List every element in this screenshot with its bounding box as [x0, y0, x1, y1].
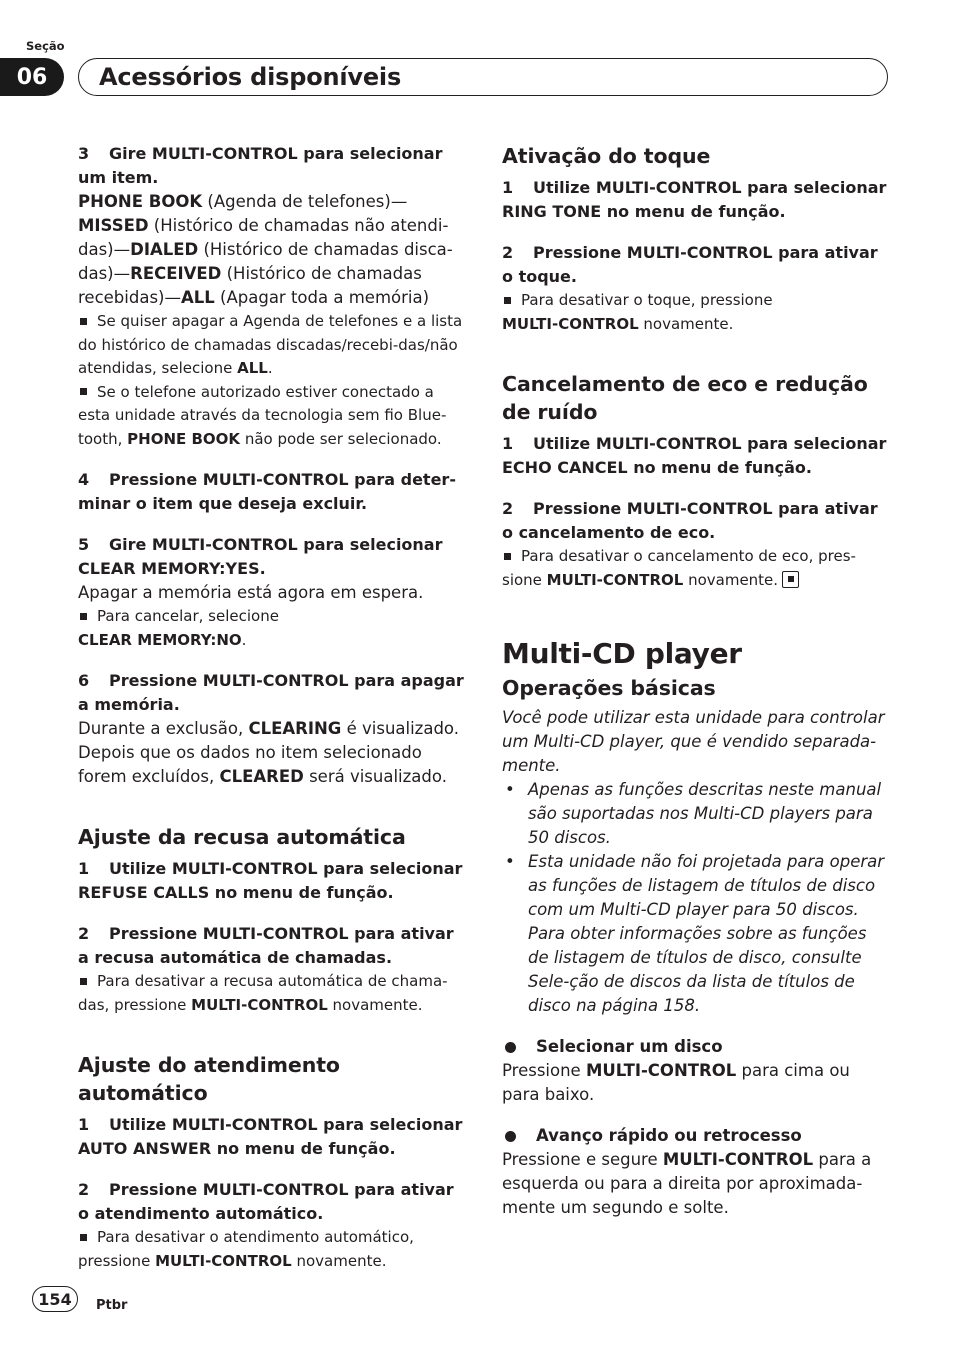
- end-of-section-icon: [782, 571, 799, 588]
- echo-step-2: 2 Pressione MULTI-CONTROL para ativar o cancelamento de eco.: [502, 499, 878, 542]
- fast-forward-heading: Avanço rápido ou retrocesso: [502, 1124, 890, 1148]
- section-label: Seção: [26, 39, 65, 53]
- bullet-dot-icon: [505, 1042, 516, 1053]
- note-ring: Para desativar o toque, pressione MULTI-CONTROL novamente.: [502, 291, 773, 333]
- note-refuse: Para desativar a recusa automática de chama-das, pressione MULTI-CONTROL novamente.: [78, 972, 448, 1014]
- chapter-header: [78, 58, 888, 96]
- note-echo: Para desativar o cancelamento de eco, pres-sione MULTI-CONTROL novamente.: [502, 547, 856, 589]
- note-delete-all: Se quiser apagar a Agenda de telefones e a lista do histórico de chamadas discadas/recebi-das/não atendidas, selecione ALL.: [78, 312, 463, 377]
- bullet-item: • Apenas as funções descritas neste manual são suportadas nos Multi-CD players para 50 discos.: [505, 780, 882, 847]
- intro-text: Você pode utilizar esta unidade para controlar um Multi-CD player, que é vendido separada-mente.: [502, 708, 885, 775]
- echo-step-1: 1 Utilize MULTI-CONTROL para selecionar ECHO CANCEL no menu de função.: [502, 434, 887, 477]
- heading-basic-ops: Operações básicas: [502, 676, 716, 700]
- ring-step-1: 1 Utilize MULTI-CONTROL para selecionar RING TONE no menu de função.: [502, 178, 887, 221]
- step-3-heading: 3 Gire MULTI-CONTROL para selecionar um item.: [78, 144, 443, 187]
- note-answer: Para desativar o atendimento automático, pressione MULTI-CONTROL novamente.: [78, 1228, 414, 1270]
- step-3-options: PHONE BOOK (Agenda de telefones)—MISSED (Histórico de chamadas não atendi-das)—DIALED (Histórico de chamadas disca-das)—RECEIVED (Histórico de chamadas recebidas)—ALL (Apagar toda a memória): [78, 192, 453, 307]
- answer-step-1: 1 Utilize MULTI-CONTROL para selecionar AUTO ANSWER no menu de função.: [78, 1115, 463, 1158]
- left-column: [78, 142, 468, 1273]
- right-column: [502, 142, 890, 1220]
- heading-multi-cd: Multi-CD player: [502, 637, 742, 670]
- step-6-heading: 6 Pressione MULTI-CONTROL para apagar a memória.: [78, 671, 464, 714]
- language-code: Ptbr: [96, 1298, 128, 1313]
- ring-step-2: 2 Pressione MULTI-CONTROL para ativar o toque.: [502, 243, 878, 286]
- note-cancel: Para cancelar, selecione CLEAR MEMORY:NO.: [78, 607, 279, 649]
- step-5-body: Apagar a memória está agora em espera.: [78, 583, 424, 602]
- heading-echo-cancel: Cancelamento de eco e redução de ruído: [502, 372, 868, 424]
- heading-ring-tone: Ativação do toque: [502, 144, 711, 168]
- section-number-badge: 06: [0, 58, 64, 96]
- heading-auto-refuse: Ajuste da recusa automática: [78, 825, 406, 849]
- refuse-step-1: 1 Utilize MULTI-CONTROL para selecionar REFUSE CALLS no menu de função.: [78, 859, 463, 902]
- select-disc-heading: Selecionar um disco: [502, 1035, 890, 1059]
- bullet-dot-icon: [505, 1131, 516, 1142]
- note-bluetooth: Se o telefone autorizado estiver conectado a esta unidade através da tecnologia sem fio Blue-tooth, PHONE BOOK não pode ser selecionado.: [78, 382, 447, 448]
- step-5-heading: 5 Gire MULTI-CONTROL para selecionar CLEAR MEMORY:YES.: [78, 535, 443, 578]
- chapter-title: Acessórios disponíveis: [99, 63, 402, 91]
- step-4-heading: 4 Pressione MULTI-CONTROL para deter-minar o item que deseja excluir.: [78, 470, 456, 513]
- bullet-item: • Esta unidade não foi projetada para operar as funções de listagem de títulos de disco com um Multi-CD player para 50 discos. Para obter informações sobre as funções de listagem de títulos de disco, consulte Sele-ção de discos da lista de títulos de disco na página 158.: [505, 852, 885, 1015]
- select-disc-body: Pressione MULTI-CONTROL para cima ou para baixo.: [502, 1061, 850, 1104]
- refuse-step-2: 2 Pressione MULTI-CONTROL para ativar a recusa automática de chamadas.: [78, 924, 454, 967]
- page-number: 154: [32, 1286, 78, 1312]
- fast-forward-body: Pressione e segure MULTI-CONTROL para a esquerda ou para a direita por aproximada-mente um segundo e solte.: [502, 1150, 872, 1217]
- step-6-body: Durante a exclusão, CLEARING é visualizado. Depois que os dados no item selecionado forem excluídos, CLEARED será visualizado.: [78, 719, 459, 786]
- answer-step-2: 2 Pressione MULTI-CONTROL para ativar o atendimento automático.: [78, 1180, 454, 1223]
- heading-auto-answer: Ajuste do atendimento automático: [78, 1053, 340, 1105]
